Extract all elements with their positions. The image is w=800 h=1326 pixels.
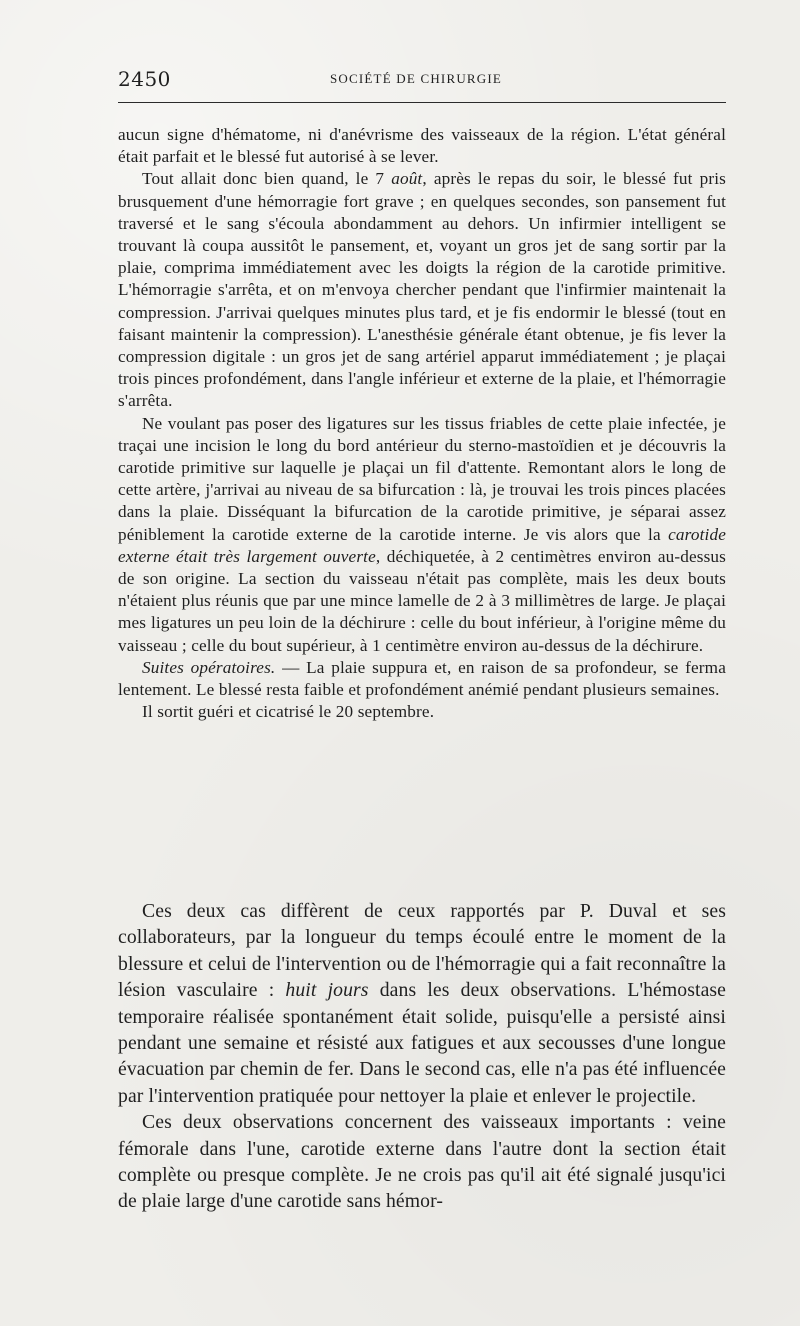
paragraph-postoperative	[118, 657, 726, 701]
running-head	[118, 67, 726, 93]
paragraph-hematoma	[118, 124, 726, 168]
italic-duration: huit jours	[285, 979, 369, 1002]
discussion-text	[118, 898, 726, 1215]
paragraph-text: Il sortit guéri et cicatrisé le 20 septembre.	[142, 702, 435, 722]
paragraph-surgery	[118, 413, 726, 657]
paragraph-discharge	[118, 701, 726, 723]
italic-finding: carotide externe était très largement ouverte	[118, 524, 726, 566]
case-report-text	[118, 124, 726, 723]
paragraph-text: — La plaie suppura et, en raison de sa profondeur, se ferma lentement. Le blessé resta faible et profondément anémié pendant plusieurs semaines.	[118, 657, 726, 700]
paragraph-text: Ces deux observations concernent des vaisseaux importants : veine fémorale dans l'une, carotide externe dans l'autre dont la section était complète ou presque complète. Je ne crois pas qu'il ait été signalé jusqu'ici de plaie large d'une carotide sans hémor-	[118, 1111, 726, 1213]
paragraph-text-start: Tout allait donc bien quand, le 7	[142, 169, 392, 189]
paragraph-comparison	[118, 898, 726, 1109]
paragraph-text-start: Ne voulant pas poser des ligatures sur les tissus friables de cette plaie infectée, je traçai une incision le long du bord antérieur du sterno-mastoïdien et je découvris la carotide primitive sur laquelle je plaçai un fil d'attente. Remontant alors le long de cette artère, j'arrivai au niveau de sa bifurcation : là, je trouvai les trois pinces placées dans la plaie. Disséquant la bifurcation de la carotide primitive, je séparai assez péniblement la carotide externe de la carotide interne. Je vis alors que la	[118, 413, 726, 544]
journal-title: SOCIÉTÉ DE CHIRURGIE	[330, 71, 503, 86]
italic-date: août	[391, 169, 423, 189]
paragraph-text: aucun signe d'hématome, ni d'anévrisme des vaisseaux de la région. L'état général était parfait et le blessé fut autorisé à se lever.	[118, 125, 726, 167]
paragraph-text-end: , déchiquetée, à 2 centimètres environ au-dessus de son origine. La section du vaisseau n'était pas complète, mais les deux bouts n'étaient plus réunis que par une mince lamelle de 2 à 3 millimètres de large. Je plaçai mes ligatures un peu loin de la déchirure : celle du bout inférieur, à l'origine même du vaisseau ; celle du bout supérieur, à 1 centimètre environ au-dessus de la déchirure.	[118, 546, 727, 655]
paragraph-text-end: , après le repas du soir, le blessé fut pris brusquement d'une hémorragie fort grave ; en quelques secondes, son pansement fut traversé et le sang s'écoula abondamment au dehors. Un infirmier intelligent se trouvant là coupa aussitôt le pansement, et, voyant un gros jet de sang sortir par la plaie, comprima immédiatement avec les doigts la région de la carotide primitive. L'hémorragie s'arrêta, et on m'envoya chercher pendant que l'infirmier maintenait la compression. J'arrivai quelques minutes plus tard, et je fis endormir le blessé (tout en faisant maintenir la compression). L'anesthésie générale étant obtenue, je fis lever la compression digitale : un gros jet de sang artériel apparut immédiatement ; je plaçai trois pinces profondément, dans l'angle inférieur et externe de la plaie, et l'hémorragie s'arrêta.	[118, 169, 726, 411]
page-number: 2450	[118, 67, 171, 91]
italic-section-heading: Suites opératoires.	[142, 657, 276, 677]
paragraph-hemorrhage	[118, 168, 726, 412]
header-rule	[118, 102, 726, 103]
paragraph-vessels	[118, 1109, 726, 1215]
paragraph-text-start: Ces deux cas diffèrent de ceux rapportés par P. Duval et ses collaborateurs, par la longueur du temps écoulé entre le moment de la blessure et celui de l'intervention ou de l'hémorragie qui a fait reconnaître la lésion vasculaire :	[118, 900, 726, 1002]
paragraph-text-end: dans les deux observations. L'hémostase temporaire réalisée spontanément était solide, puisqu'elle a persisté ainsi pendant une semaine et résisté aux fatigues et aux secousses d'une longue évacuation par chemin de fer. Dans le second cas, elle n'a pas été influencée par l'intervention pratiquée pour nettoyer la plaie et enlever le projectile.	[118, 979, 727, 1107]
